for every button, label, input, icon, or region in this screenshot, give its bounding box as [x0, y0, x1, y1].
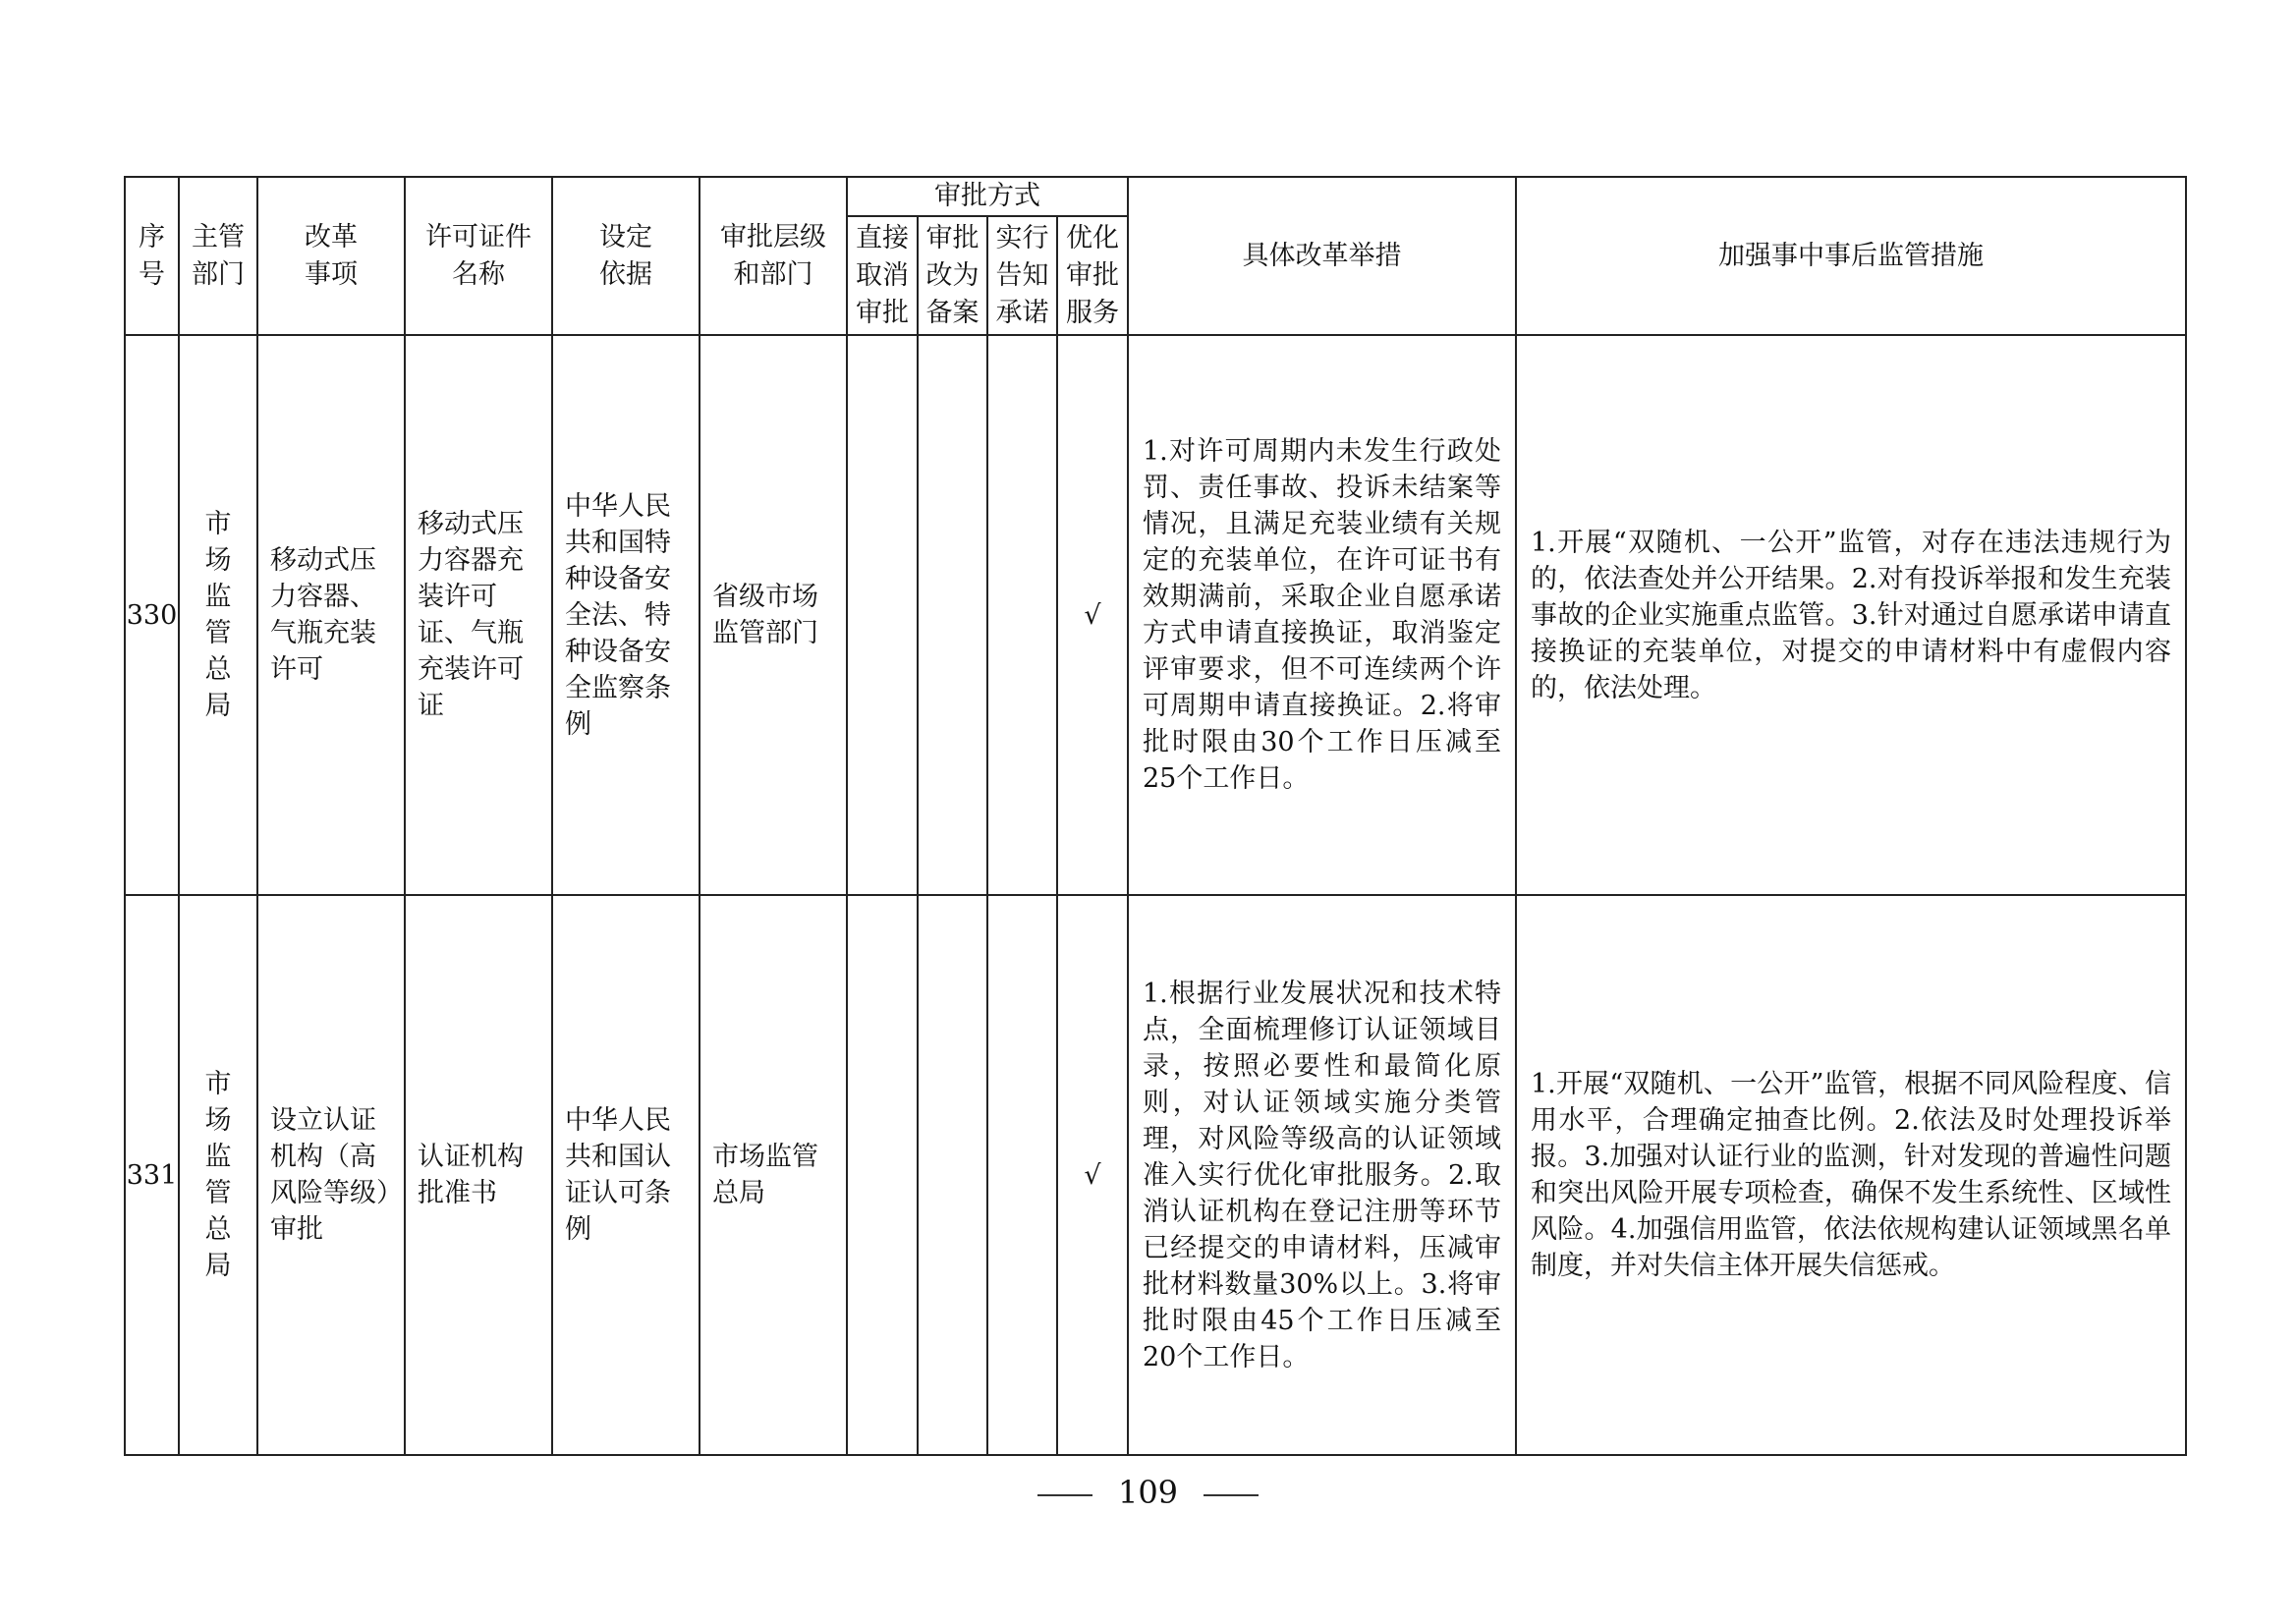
row-supervision: 1.开展“双随机、一公开”监管，根据不同风险程度、信用水平，合理确定抽查比例。2.依法及时处理投诉举报。3.加强对认证行业的监测，针对发现的普遍性问题和突出风险开展专项检查，确保不发生系统性、区域性风险。4.加强信用监管，依法依规构建认证领域黑名单制度，并对失信主体开展失信惩戒。 — [1516, 895, 2186, 1455]
row-notify — [987, 335, 1057, 895]
header-record: 审批 改为 备案 — [918, 216, 987, 335]
row-dept — [179, 335, 257, 895]
header-license: 许可证件 名称 — [405, 177, 552, 335]
row-dept-text: 市 场 监 管 总 局 — [204, 1069, 232, 1281]
header-measures: 具体改革举措 — [1128, 177, 1516, 335]
row-record — [918, 895, 987, 1455]
reform-table — [124, 176, 2187, 1456]
header-seq: 序 号 — [125, 177, 179, 335]
table-row — [125, 335, 2186, 895]
header-supervision: 加强事中事后监管措施 — [1516, 177, 2186, 335]
row-optimize-check: √ — [1057, 895, 1128, 1455]
header-item: 改革 事项 — [257, 177, 405, 335]
row-seq: 330 — [125, 335, 179, 895]
footer-dash-left — [1037, 1494, 1092, 1496]
header-approval-group: 审批方式 — [847, 177, 1128, 216]
table-row — [125, 895, 2186, 1455]
row-level: 省级市场监管部门 — [700, 335, 847, 895]
row-record — [918, 335, 987, 895]
row-notify — [987, 895, 1057, 1455]
row-license: 移动式压力容器充装许可证、气瓶充装许可证 — [405, 335, 552, 895]
row-supervision: 1.开展“双随机、一公开”监管，对存在违法违规行为的，依法查处并公开结果。2.对有投诉举报和发生充装事故的企业实施重点监管。3.针对通过自愿承诺申请直接换证的充装单位，对提交的申请材料中有虚假内容的，依法处理。 — [1516, 335, 2186, 895]
row-cancel — [847, 335, 918, 895]
header-basis: 设定 依据 — [552, 177, 700, 335]
row-measures: 1.根据行业发展状况和技术特点，全面梳理修订认证领域目录，按照必要性和最简化原则，对认证领域实施分类管理，对风险等级高的认证领域准入实行优化审批服务。2.取消认证机构在登记注册等环节已经提交的申请材料，压减审批材料数量30%以上。3.将审批时限由45个工作日压减至20个工作日。 — [1128, 895, 1516, 1455]
header-level: 审批层级 和部门 — [700, 177, 847, 335]
header-cancel: 直接 取消 审批 — [847, 216, 918, 335]
row-item: 移动式压力容器、气瓶充装许可 — [257, 335, 405, 895]
row-level: 市场监管总局 — [700, 895, 847, 1455]
row-optimize-check: √ — [1057, 335, 1128, 895]
row-seq: 331 — [125, 895, 179, 1455]
row-item: 设立认证机构（高风险等级）审批 — [257, 895, 405, 1455]
page-number: 109 — [1117, 1474, 1179, 1511]
header-notify: 实行 告知 承诺 — [987, 216, 1057, 335]
row-measures: 1.对许可周期内未发生行政处罚、责任事故、投诉未结案等情况，且满足充装业绩有关规定的充装单位，在许可证书有效期满前，采取企业自愿承诺方式申请直接换证，取消鉴定评审要求，但不可连续两个许可周期申请直接换证。2.将审批时限由30个工作日压减至25个工作日。 — [1128, 335, 1516, 895]
header-optimize: 优化 审批 服务 — [1057, 216, 1128, 335]
row-basis: 中华人民共和国认证认可条例 — [552, 895, 700, 1455]
row-dept — [179, 895, 257, 1455]
row-dept-text: 市 场 监 管 总 局 — [204, 509, 232, 721]
row-license: 认证机构批准书 — [405, 895, 552, 1455]
row-cancel — [847, 895, 918, 1455]
row-basis: 中华人民共和国特种设备安全法、特种设备安全监察条例 — [552, 335, 700, 895]
page-footer — [0, 1474, 2296, 1511]
footer-dash-right — [1204, 1494, 1259, 1496]
header-dept: 主管 部门 — [179, 177, 257, 335]
